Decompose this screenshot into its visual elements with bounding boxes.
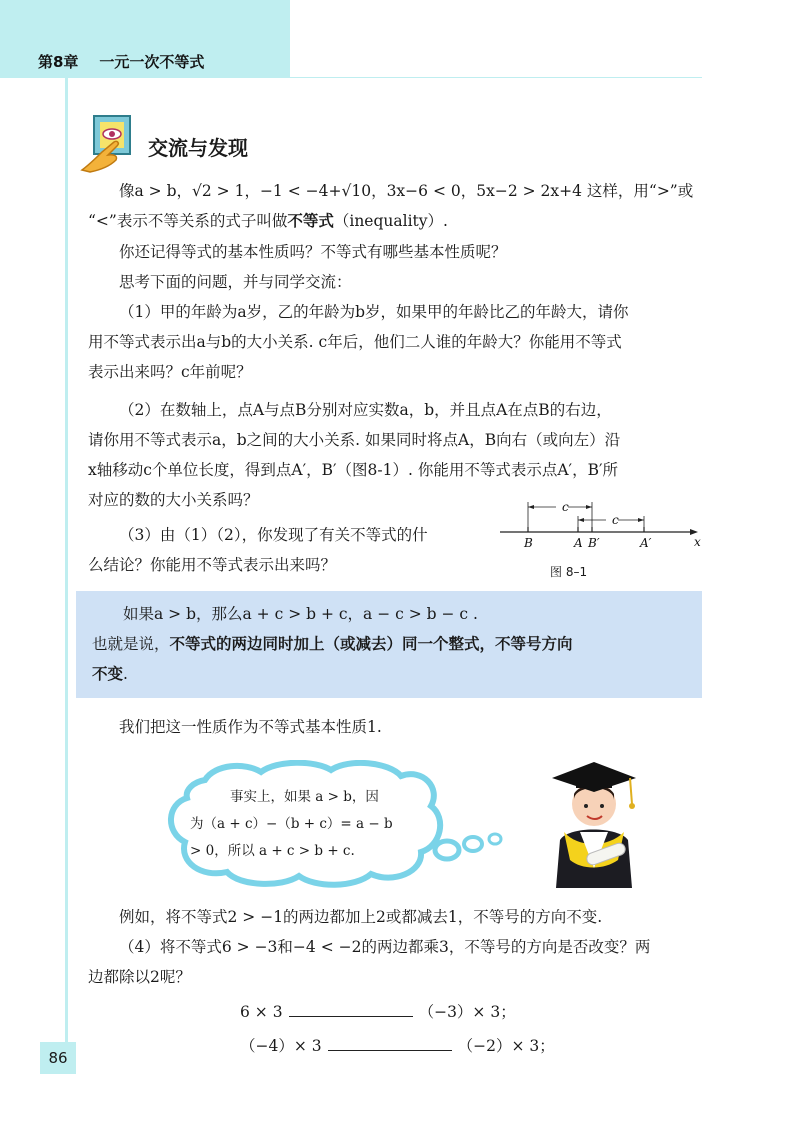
header-rule [290, 77, 702, 78]
section-title: 交流与发现 [148, 136, 248, 160]
number-line-figure [498, 496, 708, 556]
point-b-label: B [524, 536, 533, 550]
thought-text: 事实上，如果 a > b，因 为（a + c）−（b + c）= a − b > 0，所以 a + c > b + c. [190, 789, 393, 859]
graduate-student-illustration [538, 748, 648, 888]
fill-blank-2: （−4）× 3 （−2）× 3； [240, 1031, 555, 1061]
example-paragraph: 例如，将不等式2 > −1的两边都加上2或都减去1，不等号的方向不变. [119, 908, 603, 926]
point-a-prime-label: A′ [640, 536, 652, 550]
question-2: （2）在数轴上，点A与点B分别对应实数a，b，并且点A在点B的右边， 请你用不等式表示a，b之间的大小关系. 如果同时将点A，B向右（或向左）沿 x轴移动c个单位长度，得到点A′，B′（图8-1）. 你能用不等式表示点A′，B′所 对应的数的大小关系吗？ [88, 401, 621, 509]
figure-caption: 图 8–1 [550, 565, 588, 579]
page-number: 86 [40, 1042, 76, 1074]
answer-blank-2[interactable] [328, 1034, 452, 1051]
chapter-header: 第8章 一元一次不等式 [38, 53, 205, 71]
answer-blank-1[interactable] [289, 1000, 413, 1017]
property-name-paragraph: 我们把这一性质作为不等式基本性质1. [119, 718, 382, 736]
question-paragraph: 你还记得等式的基本性质吗？不等式有哪些基本性质呢？ [119, 243, 507, 261]
fill-blank-1: 6 × 3 （−3）× 3； [240, 997, 516, 1027]
hand-pointing-icon [80, 112, 142, 174]
discussion-prompt: 思考下面的问题，并与同学交流： [119, 273, 352, 291]
margin-rule [65, 78, 68, 1070]
question-1: （1）甲的年龄为a岁，乙的年龄为b岁，如果甲的年龄比乙的年龄大，请你 用不等式表示出a与b的大小关系. c年后，他们二人谁的年龄大？你能用不等式 表示出来吗？c年前呢？ [88, 303, 629, 381]
axis-x-label: x [694, 535, 701, 549]
point-b-prime-label: B′ [588, 536, 600, 550]
c-label-2: c [612, 513, 619, 527]
question-3: （3）由（1）（2），你发现了有关不等式的什 么结论？你能用不等式表示出来吗？ [88, 526, 428, 574]
point-a-label: A [574, 536, 583, 550]
term-inequality: 不等式 [287, 212, 334, 230]
question-4: （4）将不等式6 > −3和−4 < −2的两边都乘3，不等号的方向是否改变？两 边都除以2呢？ [88, 938, 651, 986]
intro-paragraph: 像a > b，√2 > 1，−1 < −4+√10，3x−6 < 0，5x−2 > 2x+4 这样，用“>”或 “<”表示不等关系的式子叫做不等式（inequality）. [88, 182, 694, 230]
c-label-1: c [562, 500, 569, 514]
property-statement: 如果a > b，那么a + c > b + c，a − c > b − c . 也就是说，不等式的两边同时加上（或减去）同一个整式，不等号方向 不变. [92, 605, 573, 683]
